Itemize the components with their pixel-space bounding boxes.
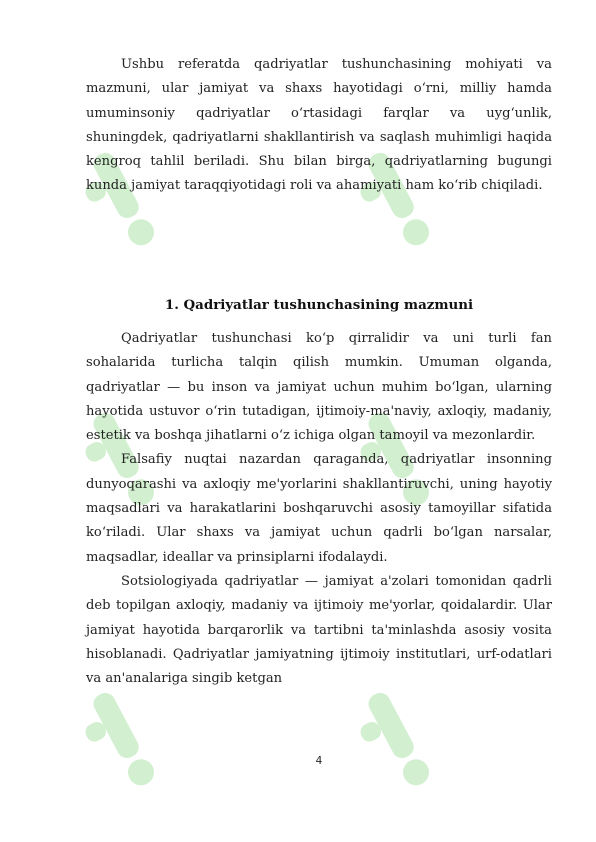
watermark-logo-icon bbox=[75, 680, 175, 800]
intro-paragraph: Ushbu referatda qadriyatlar tushunchasining mohiyati va mazmuni, ular jamiyat va shaxs hayotidagi o‘rni, milliy hamda umuminsoniy qadriyatlar o‘rtasidagi farqlar va uyg‘unlik, shuningdek, qadriyatlarni shakllantirish va saqlash muhimligi haqida kengroq tahlil beriladi. Shu bilan birga, qadriyatlarning bugungi kunda jamiyat taraqqiyotidagi roli va ahamiyati ham ko‘rib chiqiladi. bbox=[86, 57, 552, 194]
intro-section bbox=[86, 53, 552, 199]
body-paragraph: Qadriyatlar tushunchasi ko‘p qirralidir va uni turli fan sohalarida turlicha talqin qilish mumkin. Umuman olganda, qadriyatlar — bu inson va jamiyat uchun muhim bo‘lgan, ularning hayotida ustuvor o‘rin tutadigan, ijtimoiy-ma'naviy, axloqiy, madaniy, estetik va boshqa jihatlarni o‘z ichiga olgan tamoyil va mezonlardir. bbox=[86, 331, 552, 444]
body-paragraph: Falsafiy nuqtai nazardan qaraganda, qadriyatlar insonning dunyoqarashi va axloqiy me'yorlarini shakllantiruvchi, uning hayotiy maqsadlari va harakatlarini boshqaruvchi asosiy tamoyillar sifatida ko‘riladi. Ular shaxs va jamiyat uchun qadrli bo‘lgan narsalar, maqsadlar, ideallar va prinsiplarni ifodalaydi. bbox=[86, 452, 552, 565]
section-body bbox=[86, 327, 552, 691]
page-number: 4 bbox=[315, 755, 323, 767]
body-paragraph: Sotsiologiyada qadriyatlar — jamiyat a'zolari tomonidan qadrli deb topilgan axloqiy, madaniy va ijtimoiy me'yorlar, qoidalardir. Ular jamiyat hayotida barqarorlik va tartibni ta'minlashda asosiy vosita hisoblanadi. Qadriyatlar jamiyatning ijtimoiy institutlari, urf-odatlari va an'analariga singib ketgan bbox=[86, 573, 552, 687]
watermark-logo-icon bbox=[350, 680, 450, 800]
section-heading: 1. Qadriyatlar tushunchasining mazmuni bbox=[164, 297, 474, 313]
